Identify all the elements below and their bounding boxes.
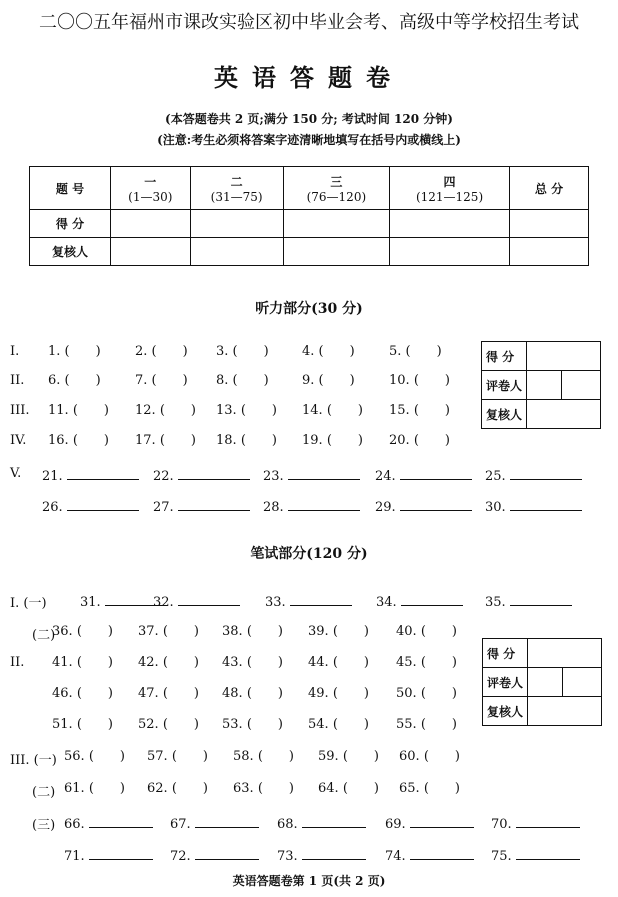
answer-paren[interactable]: ( ) xyxy=(253,781,294,796)
listening-section-title: 听力部分(30 分) xyxy=(255,301,363,317)
answer-paren[interactable]: ( ) xyxy=(72,686,113,701)
answer-paren[interactable]: ( ) xyxy=(416,717,457,732)
paren-answer-item xyxy=(52,624,113,639)
listening-grader-box xyxy=(481,341,601,429)
listening-row-label: V. xyxy=(10,466,22,481)
part-2-range: (31—75) xyxy=(210,189,263,204)
blank-answer-item xyxy=(42,466,139,484)
answer-blank[interactable] xyxy=(178,466,250,480)
answer-paren[interactable]: ( ) xyxy=(60,373,101,388)
grader-label: 评卷人 xyxy=(482,371,527,400)
paren-answer-item xyxy=(216,344,269,359)
answer-paren[interactable]: ( ) xyxy=(416,655,457,670)
answer-paren[interactable]: ( ) xyxy=(158,717,199,732)
part-4-range: (121—125) xyxy=(415,189,484,204)
question-number: 75. xyxy=(491,849,512,864)
answer-blank[interactable] xyxy=(302,814,366,828)
grader-cell[interactable] xyxy=(563,668,602,697)
answer-blank[interactable] xyxy=(516,846,580,860)
question-number: 20. xyxy=(389,433,410,448)
paren-answer-item xyxy=(216,373,269,388)
blank-answer-item xyxy=(491,814,580,832)
answer-paren[interactable]: ( ) xyxy=(409,433,450,448)
answer-paren[interactable]: ( ) xyxy=(242,717,283,732)
answer-blank[interactable] xyxy=(89,846,153,860)
paren-answer-item xyxy=(216,403,277,418)
question-number: 49. xyxy=(308,686,329,701)
answer-paren[interactable]: ( ) xyxy=(84,781,125,796)
question-number: 40. xyxy=(396,624,417,639)
question-number: 60. xyxy=(399,749,420,764)
question-number: 35. xyxy=(485,595,506,610)
checker-cell[interactable] xyxy=(390,238,510,266)
part-3-number: 三 xyxy=(330,174,343,189)
answer-paren[interactable]: ( ) xyxy=(409,403,450,418)
question-number: 63. xyxy=(233,781,254,796)
answer-paren[interactable]: ( ) xyxy=(242,686,283,701)
question-number: 31. xyxy=(80,595,101,610)
question-number: 5. xyxy=(389,344,402,359)
written-section-title: 笔试部分(120 分) xyxy=(250,546,368,562)
question-number: 70. xyxy=(491,817,512,832)
paren-answer-item xyxy=(302,403,363,418)
paren-answer-item xyxy=(399,781,460,796)
question-number: 27. xyxy=(153,500,174,515)
paren-answer-item xyxy=(318,781,379,796)
score-cell[interactable] xyxy=(111,210,191,238)
answer-paren[interactable]: ( ) xyxy=(147,373,188,388)
paren-answer-item xyxy=(147,781,208,796)
question-number: 55. xyxy=(396,717,417,732)
page-title: 英语答题卷 xyxy=(214,63,404,92)
blank-answer-item xyxy=(170,814,259,832)
question-number: 58. xyxy=(233,749,254,764)
question-number: 38. xyxy=(222,624,243,639)
paren-answer-item xyxy=(396,717,457,732)
part-3-header xyxy=(283,167,389,210)
blank-answer-item xyxy=(375,497,472,515)
paren-answer-item xyxy=(302,433,363,448)
question-number: 69. xyxy=(385,817,406,832)
checker-cell[interactable] xyxy=(283,238,389,266)
paren-answer-item xyxy=(64,749,125,764)
paren-answer-item xyxy=(308,624,369,639)
listening-row-label: II. xyxy=(10,373,25,388)
answer-blank[interactable] xyxy=(178,592,240,606)
answer-blank[interactable] xyxy=(195,846,259,860)
paren-answer-item xyxy=(52,655,113,670)
blank-answer-item xyxy=(153,592,240,610)
paren-answer-item xyxy=(233,749,294,764)
score-cell[interactable] xyxy=(390,210,510,238)
answer-paren[interactable]: ( ) xyxy=(84,749,125,764)
question-number: 54. xyxy=(308,717,329,732)
question-number: 71. xyxy=(64,849,85,864)
answer-paren[interactable]: ( ) xyxy=(253,749,294,764)
written-row-label: (二) xyxy=(32,628,56,643)
blank-answer-item xyxy=(64,846,153,864)
question-number: 59. xyxy=(318,749,339,764)
answer-paren[interactable]: ( ) xyxy=(236,433,277,448)
question-number: 2. xyxy=(135,344,148,359)
blank-answer-item xyxy=(153,497,250,515)
question-number: 37. xyxy=(138,624,159,639)
question-number: 64. xyxy=(318,781,339,796)
answer-blank[interactable] xyxy=(67,497,139,511)
question-number: 41. xyxy=(52,655,73,670)
checker-cell[interactable] xyxy=(510,238,589,266)
exam-instruction-note: (注意:考生必须将答案字迹清晰地填写在括号内或横线上) xyxy=(157,133,461,147)
question-number: 52. xyxy=(138,717,159,732)
answer-paren[interactable]: ( ) xyxy=(72,624,113,639)
answer-paren[interactable]: ( ) xyxy=(328,686,369,701)
paren-answer-item xyxy=(308,655,369,670)
blank-answer-item xyxy=(385,814,474,832)
answer-paren[interactable]: ( ) xyxy=(68,433,109,448)
question-number: 28. xyxy=(263,500,284,515)
score-cell[interactable] xyxy=(190,210,283,238)
question-number: 46. xyxy=(52,686,73,701)
question-number: 29. xyxy=(375,500,396,515)
grader-cell[interactable] xyxy=(527,371,562,400)
answer-blank[interactable] xyxy=(288,497,360,511)
answer-paren[interactable]: ( ) xyxy=(147,344,188,359)
paren-answer-item xyxy=(138,717,199,732)
answer-paren[interactable]: ( ) xyxy=(242,624,283,639)
question-number: 6. xyxy=(48,373,61,388)
question-number: 56. xyxy=(64,749,85,764)
written-row-label: (三) xyxy=(32,818,56,833)
question-number: 67. xyxy=(170,817,191,832)
paren-answer-item xyxy=(222,624,283,639)
question-number: 21. xyxy=(42,469,63,484)
checker-cell[interactable] xyxy=(111,238,191,266)
answer-paren[interactable]: ( ) xyxy=(416,686,457,701)
question-number: 53. xyxy=(222,717,243,732)
grader-cell[interactable] xyxy=(562,371,601,400)
answer-paren[interactable]: ( ) xyxy=(328,717,369,732)
grader-score-label: 得 分 xyxy=(482,342,527,371)
part-2-header xyxy=(190,167,283,210)
question-number: 44. xyxy=(308,655,329,670)
answer-paren[interactable]: ( ) xyxy=(228,344,269,359)
paren-answer-item xyxy=(396,655,457,670)
answer-paren[interactable]: ( ) xyxy=(155,403,196,418)
answer-paren[interactable]: ( ) xyxy=(236,403,277,418)
answer-blank[interactable] xyxy=(510,497,582,511)
blank-answer-item xyxy=(170,846,259,864)
question-number: 13. xyxy=(216,403,237,418)
written-row-label: I. (一) xyxy=(10,596,47,611)
answer-blank[interactable] xyxy=(195,814,259,828)
paren-answer-item xyxy=(135,344,188,359)
answer-blank[interactable] xyxy=(401,592,463,606)
paren-answer-item xyxy=(135,403,196,418)
answer-paren[interactable]: ( ) xyxy=(228,373,269,388)
answer-paren[interactable]: ( ) xyxy=(419,749,460,764)
question-number: 39. xyxy=(308,624,329,639)
question-number: 72. xyxy=(170,849,191,864)
answer-paren[interactable]: ( ) xyxy=(167,781,208,796)
answer-blank[interactable] xyxy=(178,497,250,511)
answer-blank[interactable] xyxy=(516,814,580,828)
paren-answer-item xyxy=(222,655,283,670)
answer-paren[interactable]: ( ) xyxy=(158,655,199,670)
question-number: 23. xyxy=(263,469,284,484)
answer-blank[interactable] xyxy=(89,814,153,828)
answer-paren[interactable]: ( ) xyxy=(419,781,460,796)
grader-score-cell[interactable] xyxy=(527,342,601,371)
listening-row-label: III. xyxy=(10,403,30,418)
question-number: 73. xyxy=(277,849,298,864)
score-row-label: 得 分 xyxy=(30,210,111,238)
grader-score-label: 得 分 xyxy=(483,639,528,668)
blank-answer-item xyxy=(485,466,582,484)
question-number: 24. xyxy=(375,469,396,484)
answer-blank[interactable] xyxy=(67,466,139,480)
paren-answer-item xyxy=(222,717,283,732)
question-number: 74. xyxy=(385,849,406,864)
question-number: 16. xyxy=(48,433,69,448)
paren-answer-item xyxy=(135,373,188,388)
answer-paren[interactable]: ( ) xyxy=(72,655,113,670)
score-cell[interactable] xyxy=(510,210,589,238)
written-row-label: III. (一) xyxy=(10,753,57,768)
answer-paren[interactable]: ( ) xyxy=(416,624,457,639)
blank-answer-item xyxy=(485,592,572,610)
checker-label: 复核人 xyxy=(482,400,527,429)
question-number: 15. xyxy=(389,403,410,418)
question-number: 1. xyxy=(48,344,61,359)
blank-answer-item xyxy=(385,846,474,864)
question-number: 17. xyxy=(135,433,156,448)
answer-paren[interactable]: ( ) xyxy=(314,373,355,388)
question-number: 12. xyxy=(135,403,156,418)
blank-answer-item xyxy=(277,846,366,864)
paren-answer-item xyxy=(52,717,113,732)
answer-paren[interactable]: ( ) xyxy=(167,749,208,764)
question-number: 32. xyxy=(153,595,174,610)
paren-answer-item xyxy=(147,749,208,764)
score-cell[interactable] xyxy=(283,210,389,238)
blank-answer-item xyxy=(42,497,139,515)
paren-answer-item xyxy=(389,344,442,359)
part-4-number: 四 xyxy=(443,174,456,189)
blank-answer-item xyxy=(263,497,360,515)
paren-answer-item xyxy=(396,624,457,639)
answer-blank[interactable] xyxy=(302,846,366,860)
part-1-header xyxy=(111,167,191,210)
answer-paren[interactable]: ( ) xyxy=(338,749,379,764)
paren-answer-item xyxy=(52,686,113,701)
question-number: 62. xyxy=(147,781,168,796)
question-number: 11. xyxy=(48,403,69,418)
question-number: 47. xyxy=(138,686,159,701)
answer-blank[interactable] xyxy=(400,466,472,480)
question-number: 9. xyxy=(302,373,315,388)
paren-answer-item xyxy=(216,433,277,448)
question-number: 33. xyxy=(265,595,286,610)
question-number: 3. xyxy=(216,344,229,359)
checker-cell[interactable] xyxy=(528,697,602,726)
paren-answer-item xyxy=(48,433,109,448)
question-number: 57. xyxy=(147,749,168,764)
paren-answer-item xyxy=(396,686,457,701)
paren-answer-item xyxy=(138,624,199,639)
total-header: 总 分 xyxy=(510,167,589,210)
question-number: 19. xyxy=(302,433,323,448)
blank-answer-item xyxy=(376,592,463,610)
answer-blank[interactable] xyxy=(400,497,472,511)
answer-paren[interactable]: ( ) xyxy=(409,373,450,388)
answer-paren[interactable]: ( ) xyxy=(322,433,363,448)
blank-answer-item xyxy=(485,497,582,515)
paren-answer-item xyxy=(318,749,379,764)
question-number: 7. xyxy=(135,373,148,388)
grader-cell[interactable] xyxy=(528,668,563,697)
question-number: 50. xyxy=(396,686,417,701)
question-number: 14. xyxy=(302,403,323,418)
question-number: 36. xyxy=(52,624,73,639)
answer-paren[interactable]: ( ) xyxy=(158,624,199,639)
paren-answer-item xyxy=(138,686,199,701)
paren-answer-item xyxy=(64,781,125,796)
question-number: 61. xyxy=(64,781,85,796)
blank-answer-item xyxy=(64,814,153,832)
answer-paren[interactable]: ( ) xyxy=(60,344,101,359)
grader-score-cell[interactable] xyxy=(528,639,602,668)
paren-answer-item xyxy=(48,373,101,388)
question-number: 34. xyxy=(376,595,397,610)
question-number: 45. xyxy=(396,655,417,670)
answer-paren[interactable]: ( ) xyxy=(338,781,379,796)
paren-answer-item xyxy=(308,717,369,732)
answer-paren[interactable]: ( ) xyxy=(328,624,369,639)
part-1-number: 一 xyxy=(144,174,157,189)
blank-answer-item xyxy=(263,466,360,484)
answer-paren[interactable]: ( ) xyxy=(68,403,109,418)
grader-label: 评卷人 xyxy=(483,668,528,697)
listening-row-label: I. xyxy=(10,344,20,359)
checker-cell[interactable] xyxy=(527,400,601,429)
paren-answer-item xyxy=(233,781,294,796)
answer-paren[interactable]: ( ) xyxy=(328,655,369,670)
page-footer: 英语答题卷第 1 页(共 2 页) xyxy=(232,874,386,888)
answer-blank[interactable] xyxy=(410,814,474,828)
paren-answer-item xyxy=(389,403,450,418)
paren-answer-item xyxy=(302,344,355,359)
question-number: 66. xyxy=(64,817,85,832)
checker-row-label: 复核人 xyxy=(30,238,111,266)
question-number: 18. xyxy=(216,433,237,448)
question-number: 68. xyxy=(277,817,298,832)
answer-paren[interactable]: ( ) xyxy=(242,655,283,670)
blank-answer-item xyxy=(375,466,472,484)
exam-title: 二〇〇五年福州市课改实验区初中毕业会考、高级中等学校招生考试 xyxy=(39,12,579,33)
question-number: 22. xyxy=(153,469,174,484)
answer-paren[interactable]: ( ) xyxy=(72,717,113,732)
written-row-label: II. xyxy=(10,655,25,670)
paren-answer-item xyxy=(399,749,460,764)
answer-blank[interactable] xyxy=(510,466,582,480)
part-3-range: (76—120) xyxy=(306,189,367,204)
paren-answer-item xyxy=(48,403,109,418)
written-grader-box xyxy=(482,638,602,726)
answer-paren[interactable]: ( ) xyxy=(155,433,196,448)
listening-row-label: IV. xyxy=(10,433,27,448)
paren-answer-item xyxy=(389,373,450,388)
question-number: 43. xyxy=(222,655,243,670)
question-number: 4. xyxy=(302,344,315,359)
part-1-range: (1—30) xyxy=(128,189,173,204)
paren-answer-item xyxy=(302,373,355,388)
blank-answer-item xyxy=(153,466,250,484)
part-2-number: 二 xyxy=(230,174,243,189)
paren-answer-item xyxy=(389,433,450,448)
question-number: 10. xyxy=(389,373,410,388)
answer-paren[interactable]: ( ) xyxy=(401,344,442,359)
answer-blank[interactable] xyxy=(410,846,474,860)
score-summary-table xyxy=(29,166,589,266)
question-number: 65. xyxy=(399,781,420,796)
written-row-label: (二) xyxy=(32,785,56,800)
question-number: 30. xyxy=(485,500,506,515)
paren-answer-item xyxy=(308,686,369,701)
question-number: 26. xyxy=(42,500,63,515)
blank-answer-item xyxy=(277,814,366,832)
question-number-header: 题 号 xyxy=(30,167,111,210)
blank-answer-item xyxy=(265,592,352,610)
answer-paren[interactable]: ( ) xyxy=(322,403,363,418)
question-number: 48. xyxy=(222,686,243,701)
answer-blank[interactable] xyxy=(510,592,572,606)
paren-answer-item xyxy=(48,344,101,359)
checker-cell[interactable] xyxy=(190,238,283,266)
paren-answer-item xyxy=(222,686,283,701)
question-number: 25. xyxy=(485,469,506,484)
paren-answer-item xyxy=(138,655,199,670)
exam-info-note: (本答题卷共 2 页;满分 150 分; 考试时间 120 分钟) xyxy=(165,112,453,126)
answer-paren[interactable]: ( ) xyxy=(314,344,355,359)
answer-paren[interactable]: ( ) xyxy=(158,686,199,701)
question-number: 51. xyxy=(52,717,73,732)
checker-label: 复核人 xyxy=(483,697,528,726)
part-4-header xyxy=(390,167,510,210)
paren-answer-item xyxy=(135,433,196,448)
answer-blank[interactable] xyxy=(290,592,352,606)
answer-blank[interactable] xyxy=(288,466,360,480)
question-number: 42. xyxy=(138,655,159,670)
question-number: 8. xyxy=(216,373,229,388)
blank-answer-item xyxy=(491,846,580,864)
